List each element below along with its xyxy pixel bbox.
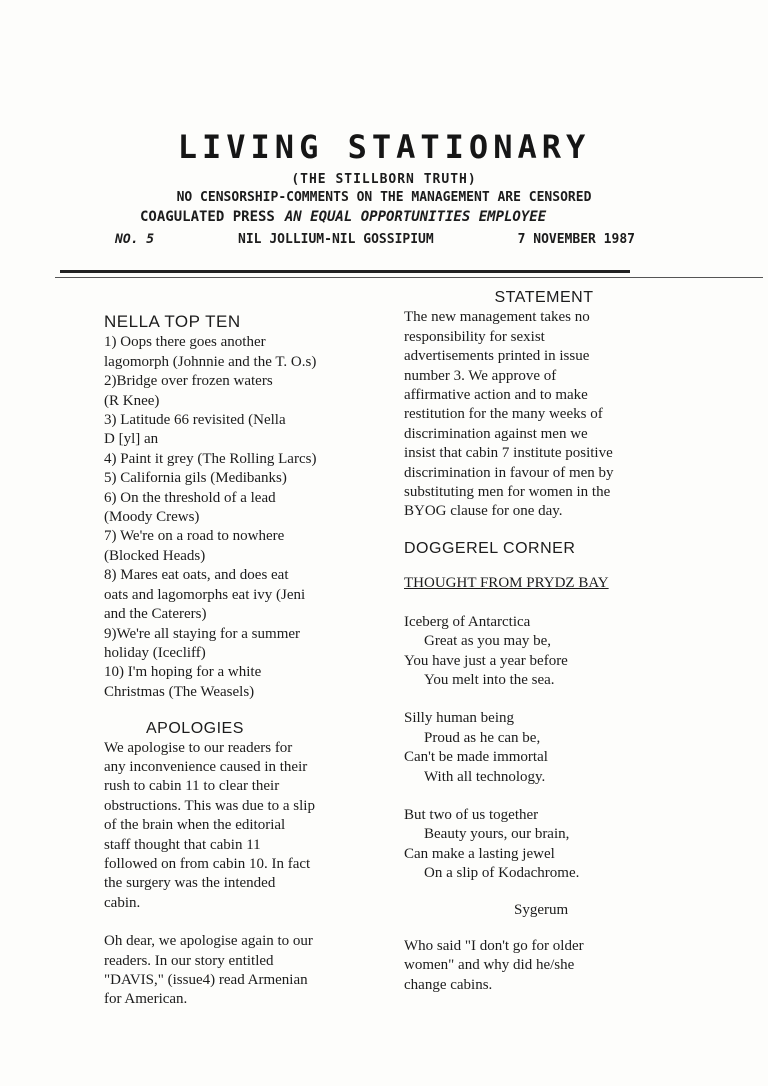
poem-stanza-2 bbox=[404, 709, 684, 787]
statement-line: BYOG clause for one day. bbox=[404, 503, 563, 520]
poem-line: You have just a year before bbox=[404, 652, 568, 669]
statement-line: The new management takes no bbox=[404, 309, 590, 326]
top-ten-line: 8) Mares eat oats, and does eat bbox=[104, 567, 289, 584]
top-ten-line: lagomorph (Johnnie and the T. O.s) bbox=[104, 353, 317, 370]
apologies-paragraph-2 bbox=[104, 932, 374, 1010]
right-column bbox=[404, 288, 684, 995]
poem-line: You melt into the sea. bbox=[424, 671, 555, 688]
top-ten-line: 7) We're on a road to nowhere bbox=[104, 528, 285, 545]
poem-stanza-1 bbox=[404, 613, 684, 691]
statement-line: restitution for the many weeks of bbox=[404, 406, 603, 423]
apologies-line: for American. bbox=[104, 991, 188, 1008]
apologies-line: rush to cabin 11 to clear their bbox=[104, 778, 280, 795]
apologies-heading: APOLOGIES bbox=[146, 720, 244, 738]
issue-line bbox=[115, 232, 635, 247]
statement-line: responsibility for sexist bbox=[404, 328, 545, 345]
apologies-line: obstructions. This was due to a slip bbox=[104, 797, 315, 814]
top-ten-list bbox=[104, 333, 374, 702]
newsletter-subtitle: (THE STILLBORN TRUTH) bbox=[291, 172, 477, 187]
top-ten-line: 2)Bridge over frozen waters bbox=[104, 373, 273, 390]
question-line: Who said "I don't go for older bbox=[404, 937, 584, 954]
poem-line: Beauty yours, our brain, bbox=[424, 826, 570, 843]
newsletter-title: LIVING STATIONARY bbox=[177, 128, 591, 166]
poem-stanza-3 bbox=[404, 806, 684, 884]
poem-line: Silly human being bbox=[404, 710, 514, 727]
apologies-line: Oh dear, we apologise again to our bbox=[104, 933, 313, 950]
question-paragraph bbox=[404, 937, 684, 995]
statement-line: affirmative action and to make bbox=[404, 387, 588, 404]
apologies-line: staff thought that cabin 11 bbox=[104, 836, 261, 853]
question-line: women" and why did he/she bbox=[404, 957, 575, 974]
equal-opportunity-note: AN EQUAL OPPORTUNITIES EMPLOYEE bbox=[284, 209, 547, 225]
top-ten-line: 6) On the threshold of a lead bbox=[104, 489, 276, 506]
statement-line: substituting men for women in the bbox=[404, 484, 611, 501]
apologies-line: readers. In our story entitled bbox=[104, 952, 274, 969]
top-ten-heading: NELLA TOP TEN bbox=[104, 312, 241, 331]
apologies-line: "DAVIS," (issue4) read Armenian bbox=[104, 972, 308, 988]
top-ten-line: Christmas (The Weasels) bbox=[104, 683, 255, 700]
statement-line: discrimination against men we bbox=[404, 425, 588, 442]
top-ten-line: 9)We're all staying for a summer bbox=[104, 625, 301, 642]
press-name: COAGULATED PRESS bbox=[140, 209, 275, 225]
poem-line: Iceberg of Antarctica bbox=[404, 613, 531, 630]
poem-signature: Sygerum bbox=[514, 901, 569, 918]
top-ten-line: and the Caterers) bbox=[104, 606, 207, 623]
top-ten-line: (Blocked Heads) bbox=[104, 547, 206, 564]
tagline: NO CENSORSHIP-COMMENTS ON THE MANAGEMENT ARE CENSORED bbox=[176, 190, 592, 205]
top-ten-line: 4) Paint it grey (The Rolling Larcs) bbox=[104, 450, 317, 467]
masthead-rule-thin bbox=[55, 277, 763, 278]
poem-line: But two of us together bbox=[404, 806, 539, 823]
left-column bbox=[104, 312, 374, 1010]
poem-line: Can't be made immortal bbox=[404, 749, 548, 766]
issue-number: NO. 5 bbox=[115, 232, 155, 247]
top-ten-line: (Moody Crews) bbox=[104, 509, 200, 526]
apologies-line: the surgery was the intended bbox=[104, 875, 276, 892]
publisher-line bbox=[140, 209, 620, 225]
poem-title: THOUGHT FROM PRYDZ BAY bbox=[404, 575, 609, 592]
top-ten-line: 1) Oops there goes another bbox=[104, 334, 266, 351]
top-ten-line: 3) Latitude 66 revisited (Nella bbox=[104, 412, 286, 429]
apologies-line: of the brain when the editorial bbox=[104, 817, 286, 834]
statement-line: advertisements printed in issue bbox=[404, 348, 590, 365]
statement-line: number 3. We approve of bbox=[404, 367, 557, 384]
masthead-rule-thick bbox=[60, 270, 630, 273]
top-ten-line: D [yl] an bbox=[104, 431, 159, 448]
statement-line: discrimination in favour of men by bbox=[404, 464, 614, 481]
apologies-line: followed on from cabin 10. In fact bbox=[104, 855, 311, 872]
question-line: change cabins. bbox=[404, 976, 493, 993]
apologies-line: any inconvenience caused in their bbox=[104, 758, 308, 775]
poem-line: Great as you may be, bbox=[424, 633, 552, 650]
poem-line: With all technology. bbox=[424, 768, 546, 785]
top-ten-line: 10) I'm hoping for a white bbox=[104, 664, 262, 681]
apologies-line: cabin. bbox=[104, 894, 141, 911]
apologies-line: We apologise to our readers for bbox=[104, 739, 293, 756]
motto: NIL JOLLIUM-NIL GOSSIPIUM bbox=[238, 232, 434, 247]
statement-paragraph bbox=[404, 308, 684, 521]
top-ten-line: holiday (Icecliff) bbox=[104, 644, 206, 661]
poem-line: Can make a lasting jewel bbox=[404, 845, 555, 862]
top-ten-line: 5) California gils (Medibanks) bbox=[104, 470, 287, 487]
poem-line: Proud as he can be, bbox=[424, 729, 541, 746]
top-ten-line: oats and lagomorphs eat ivy (Jeni bbox=[104, 586, 306, 603]
issue-date: 7 NOVEMBER 1987 bbox=[517, 232, 635, 247]
apologies-paragraph bbox=[104, 739, 374, 914]
poem-line: On a slip of Kodachrome. bbox=[424, 865, 580, 882]
statement-line: insist that cabin 7 institute positive bbox=[404, 445, 613, 462]
doggerel-heading: DOGGEREL CORNER bbox=[404, 539, 576, 557]
statement-heading: STATEMENT bbox=[494, 289, 594, 306]
top-ten-line: (R Knee) bbox=[104, 392, 160, 409]
